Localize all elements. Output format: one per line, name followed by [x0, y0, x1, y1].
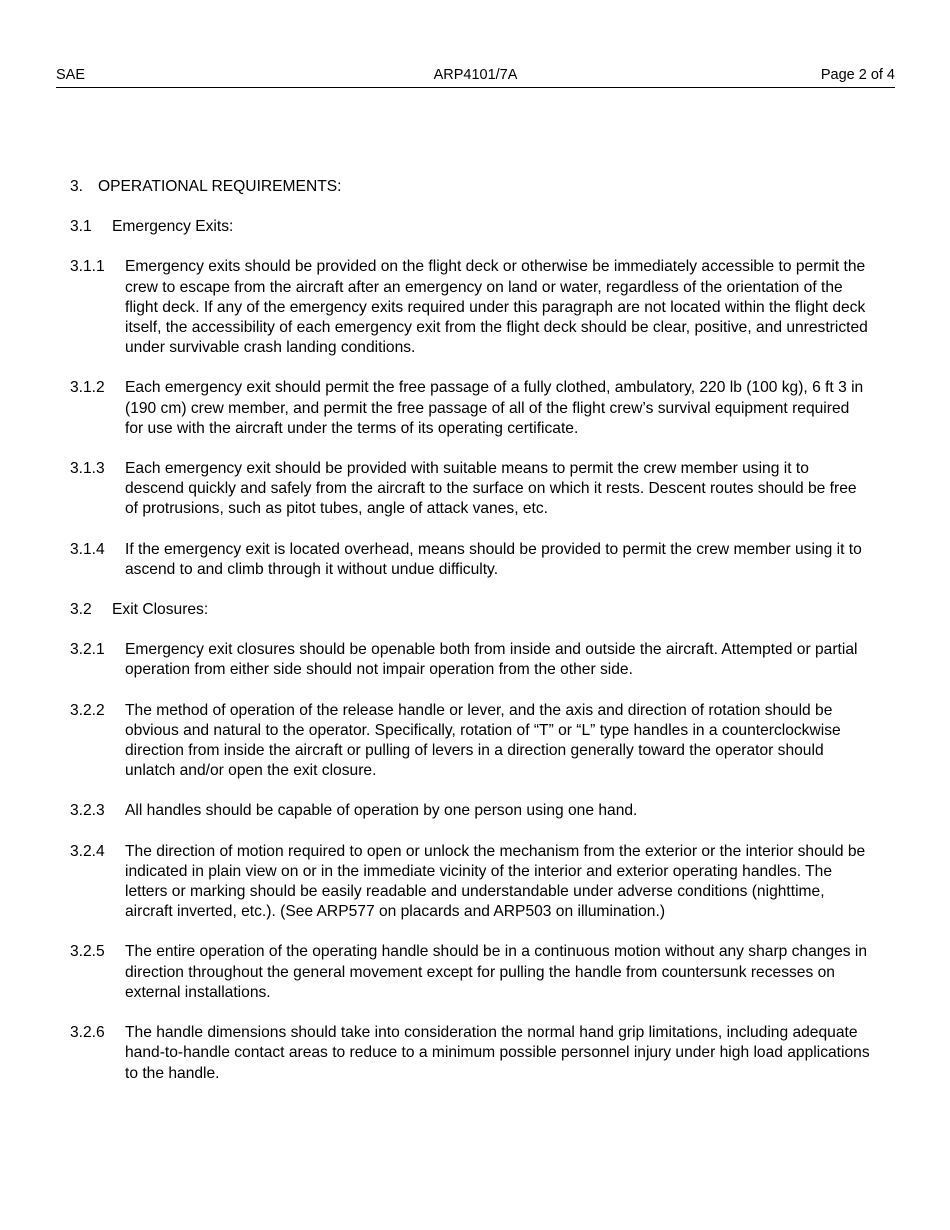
paragraph-number: 3.2.4: [70, 842, 105, 860]
paragraph-text: Each emergency exit should be provided with suitable means to permit the crew member using it to descend quickly and safely from the aircraft to the surface on which it rests. Descent routes should be free of protrusions, such as pitot tubes, angle of attack vanes, etc.: [125, 460, 857, 518]
paragraph-text: Emergency exit closures should be openable both from inside and outside the aircraft. Attempted or partial operation from either side should not impair operation from the other side.: [125, 641, 858, 679]
paragraph: [70, 1023, 870, 1084]
paragraph-text: Each emergency exit should permit the free passage of a fully clothed, ambulatory, 220 lb (100 kg), 6 ft 3 in (190 cm) crew member, and permit the free passage of all of the flight crew’s survival equipment required for use with the aircraft under the terms of its operating certificate.: [125, 379, 864, 437]
page-header: [56, 66, 895, 88]
paragraph: [70, 540, 870, 580]
paragraph-number: 3.2.1: [70, 641, 105, 659]
subsection-title: Emergency Exits:: [112, 218, 234, 236]
paragraph-number: 3.2.3: [70, 802, 105, 820]
paragraph-text: If the emergency exit is located overhead, means should be provided to permit the crew member using it to ascend to and climb through it without undue difficulty.: [125, 540, 862, 578]
paragraph-number: 3.2.6: [70, 1024, 105, 1042]
paragraph-text: Emergency exits should be provided on the flight deck or otherwise be immediately accessible to permit the crew to escape from the aircraft after an emergency on land or water, regardless of the orientation of the flight deck. If any of the emergency exits required under this paragraph are not located within the flight deck itself, the accessibility of each emergency exit from the flight deck should be clear, positive, and unrestricted under survivable crash landing conditions.: [125, 258, 868, 357]
paragraph: [70, 257, 870, 358]
paragraph-number: 3.1.1: [70, 258, 105, 276]
paragraph: [70, 640, 870, 680]
paragraph: [70, 801, 870, 821]
paragraph: [70, 378, 870, 439]
paragraph: [70, 842, 870, 923]
section-title: OPERATIONAL REQUIREMENTS:: [98, 178, 342, 195]
paragraph-number: 3.2.2: [70, 701, 105, 719]
subsection-number: 3.2: [70, 601, 92, 619]
paragraph-number: 3.1.3: [70, 460, 105, 478]
paragraph-number: 3.1.4: [70, 540, 105, 558]
subsection-heading: [70, 600, 870, 620]
paragraph-text: The entire operation of the operating handle should be in a continuous motion without any sharp changes in direction throughout the general movement except for pulling the handle from countersunk recesses on external installations.: [125, 943, 868, 1001]
section-number: 3.: [70, 178, 84, 195]
paragraph: [70, 942, 870, 1003]
paragraph: [70, 459, 870, 520]
paragraph-number: 3.1.2: [70, 379, 105, 397]
header-document-number: ARP4101/7A: [433, 67, 518, 83]
paragraph-text: All handles should be capable of operation by one person using one hand.: [125, 802, 638, 820]
subsection-title: Exit Closures:: [112, 601, 209, 619]
paragraph: [70, 701, 870, 782]
section-heading: [70, 177, 870, 197]
paragraph-number: 3.2.5: [70, 943, 105, 961]
paragraph-text: The direction of motion required to open or unlock the mechanism from the exterior or the interior should be indicated in plain view on or in the immediate vicinity of the interior and exterior operating handles. The letters or marking should be easily readable and understandable under adverse conditions (nighttime, aircraft inverted, etc.). (See ARP577 on placards and ARP503 on illumination.): [125, 842, 866, 921]
header-organization: SAE: [56, 67, 86, 83]
subsection-number: 3.1: [70, 218, 92, 236]
header-page-number: Page 2 of 4: [820, 67, 895, 83]
document-body: [70, 177, 870, 1104]
subsection-heading: [70, 217, 870, 237]
paragraph-text: The method of operation of the release handle or lever, and the axis and direction of rotation should be obvious and natural to the operator. Specifically, rotation of “T” or “L” type handles in a counterclockwise direction from inside the aircraft or pulling of levers in a direction generally toward the operator should unlatch and/or open the exit closure.: [125, 701, 841, 780]
paragraph-text: The handle dimensions should take into consideration the normal hand grip limitations, including adequate hand-to-handle contact areas to reduce to a minimum possible personnel injury under high load applications to the handle.: [125, 1024, 870, 1082]
